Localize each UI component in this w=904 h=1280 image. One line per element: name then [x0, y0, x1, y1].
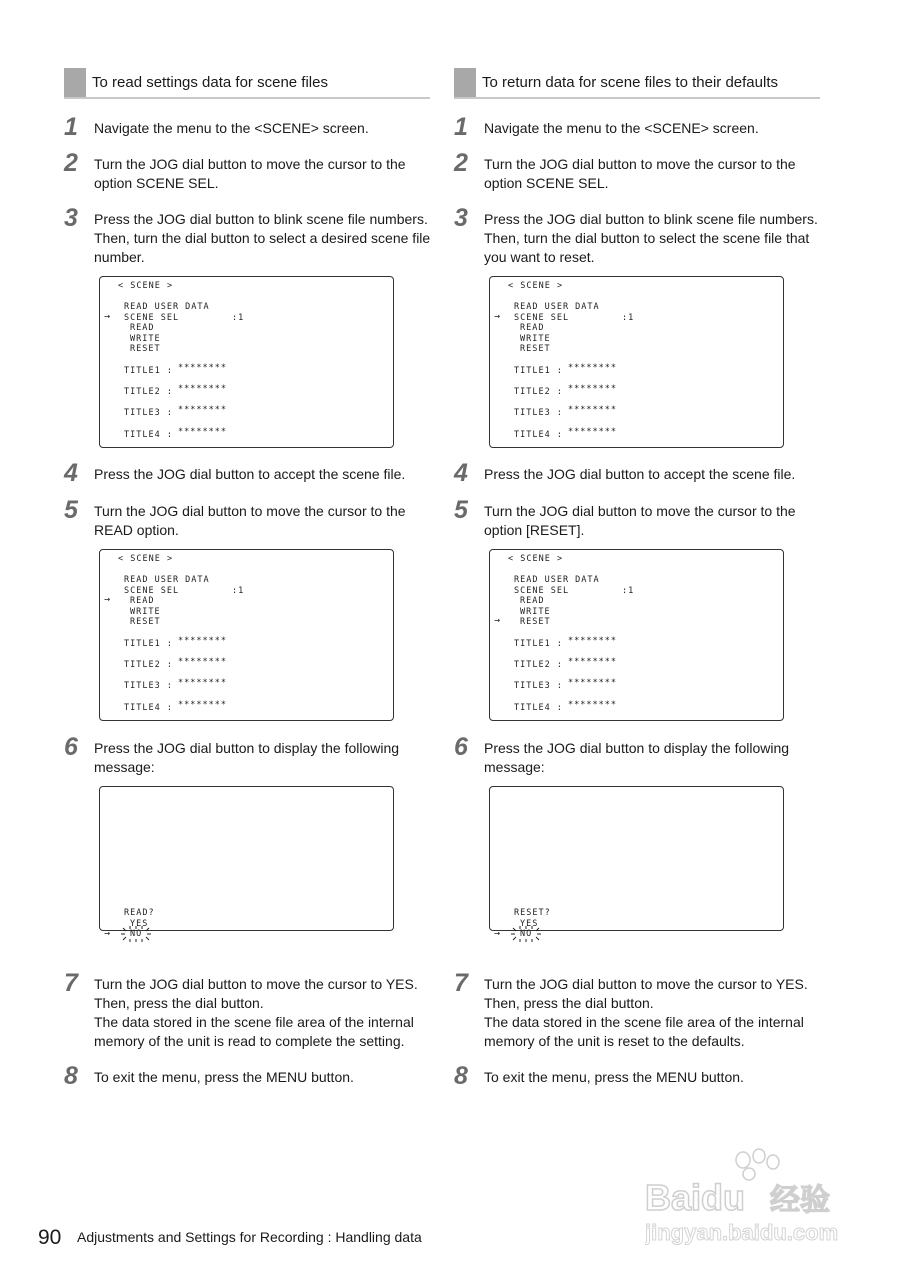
cursor-arrow: →	[104, 928, 111, 939]
screen-title1-value: ********	[178, 636, 227, 646]
message-prompt: RESET?	[514, 908, 551, 918]
step-text: To exit the menu, press the MENU button.	[94, 1069, 354, 1085]
page-number: 90	[38, 1226, 62, 1249]
cursor-arrow: →	[104, 594, 111, 605]
step-number: 8	[454, 1062, 468, 1090]
screen-reset: RESET	[130, 617, 161, 627]
watermark-brand: Baidu	[645, 1177, 746, 1218]
message-yes: YES	[520, 919, 539, 929]
screen-title4: TITLE4 :	[514, 703, 563, 713]
right-column	[454, 68, 820, 1090]
cursor-arrow: →	[494, 615, 501, 626]
screen-read: READ	[130, 323, 155, 333]
baidu-watermark-logo	[645, 1148, 855, 1248]
screen-title4-value: ********	[568, 700, 617, 710]
message-screen-reset	[489, 786, 784, 939]
message-screen-read	[99, 786, 394, 939]
screen-scene-sel: SCENE SEL	[124, 586, 180, 596]
message-yes: YES	[130, 919, 149, 929]
screen-title3: TITLE3 :	[514, 408, 563, 418]
screen-scene-sel: SCENE SEL	[124, 313, 180, 323]
left-column	[64, 68, 431, 1090]
message-no: NO	[130, 929, 143, 939]
step-number: 2	[64, 149, 78, 177]
screen-scene-sel-value: :1	[232, 313, 245, 323]
screen-scene-sel-value: :1	[622, 586, 635, 596]
screen-read-user-data: READ USER DATA	[124, 575, 210, 585]
screen-read: READ	[520, 596, 545, 606]
step-text: Press the JOG dial button to blink scene file numbers. Then, turn the dial button to select a desired scene file number.	[94, 211, 431, 265]
footer-text: Adjustments and Settings for Recording : Handling data	[77, 1229, 422, 1245]
screen-write: WRITE	[130, 607, 161, 617]
heading-title: To read settings data for scene files	[92, 74, 328, 91]
step-number: 6	[64, 733, 78, 761]
screen-read: READ	[130, 596, 155, 606]
screen-write: WRITE	[130, 334, 161, 344]
screen-title1-value: ********	[568, 636, 617, 646]
screen-read-user-data: READ USER DATA	[514, 302, 600, 312]
screen-title3-value: ********	[178, 678, 227, 688]
screen-title3: TITLE3 :	[514, 681, 563, 691]
screen-title4-value: ********	[178, 700, 227, 710]
step-number: 4	[454, 459, 468, 487]
screen-scene-sel-value: :1	[232, 586, 245, 596]
screen-title4-value: ********	[568, 427, 617, 437]
screen-title4: TITLE4 :	[514, 430, 563, 440]
screen-title4: TITLE4 :	[124, 430, 173, 440]
step-text: Navigate the menu to the <SCENE> screen.	[94, 120, 369, 136]
screen-reset: RESET	[130, 344, 161, 354]
screen-title3-value: ********	[178, 405, 227, 415]
screen-title1-value: ********	[178, 363, 227, 373]
screen-scene-sel: SCENE SEL	[514, 586, 570, 596]
screen-title1: TITLE1 :	[124, 639, 173, 649]
screen-read: READ	[520, 323, 545, 333]
step-text: Press the JOG dial button to accept the scene file.	[484, 466, 796, 482]
menu-screen-scene-sel	[99, 276, 394, 448]
watermark-url: jingyan.baidu.com	[645, 1220, 839, 1245]
step-number: 8	[64, 1062, 78, 1090]
screen-title: < SCENE >	[118, 281, 174, 291]
watermark-cn: 经验	[770, 1183, 830, 1218]
step-number: 4	[64, 459, 78, 487]
step-text: Turn the JOG dial button to move the cursor to YES. Then, press the dial button. The data stored in the scene file area of the internal memory of the unit is read to complete the setting.	[94, 976, 418, 1049]
screen-title: < SCENE >	[508, 281, 564, 291]
screen-title: < SCENE >	[508, 554, 564, 564]
screen-title2-value: ********	[178, 657, 227, 667]
heading-bar	[454, 68, 476, 97]
step-text: Press the JOG dial button to accept the scene file.	[94, 466, 406, 482]
step-text: Press the JOG dial button to display the following message:	[94, 740, 400, 775]
screen-title1: TITLE1 :	[514, 366, 563, 376]
screen-reset: RESET	[520, 344, 551, 354]
step-text: Navigate the menu to the <SCENE> screen.	[484, 120, 759, 136]
screen-title1: TITLE1 :	[124, 366, 173, 376]
step-number: 5	[454, 496, 468, 524]
step-number: 5	[64, 496, 78, 524]
screen-title2-value: ********	[568, 384, 617, 394]
step-text: Turn the JOG dial button to move the cursor to the option [RESET].	[484, 503, 796, 538]
screen-title2: TITLE2 :	[514, 660, 563, 670]
heading-title: To return data for scene files to their defaults	[482, 74, 778, 91]
screen-write: WRITE	[520, 607, 551, 617]
screen-title2: TITLE2 :	[124, 660, 173, 670]
step-number: 1	[454, 113, 468, 141]
step-text: Turn the JOG dial button to move the cursor to the option SCENE SEL.	[484, 156, 796, 191]
screen-title1: TITLE1 :	[514, 639, 563, 649]
cursor-arrow: →	[494, 311, 501, 322]
cursor-arrow: →	[104, 311, 111, 322]
screen-reset: RESET	[520, 617, 551, 627]
screen-title: < SCENE >	[118, 554, 174, 564]
step-text: Press the JOG dial button to blink scene file numbers. Then, turn the dial button to select the scene file that you want to reset.	[484, 211, 818, 265]
screen-title3: TITLE3 :	[124, 681, 173, 691]
menu-screen-read	[99, 549, 394, 721]
screen-title2: TITLE2 :	[514, 387, 563, 397]
step-number: 6	[454, 733, 468, 761]
screen-title2: TITLE2 :	[124, 387, 173, 397]
step-number: 2	[454, 149, 468, 177]
screen-title1-value: ********	[568, 363, 617, 373]
step-number: 7	[64, 969, 78, 997]
menu-screen-scene-sel	[489, 276, 784, 448]
step-number: 3	[64, 204, 78, 232]
screen-title3-value: ********	[568, 678, 617, 688]
step-text: Press the JOG dial button to display the following message:	[484, 740, 790, 775]
cursor-arrow: →	[494, 928, 501, 939]
message-prompt: READ?	[124, 908, 155, 918]
screen-title3-value: ********	[568, 405, 617, 415]
screen-title4-value: ********	[178, 427, 227, 437]
screen-scene-sel-value: :1	[622, 313, 635, 323]
message-no: NO	[520, 929, 533, 939]
step-number: 3	[454, 204, 468, 232]
screen-title3: TITLE3 :	[124, 408, 173, 418]
screen-title2-value: ********	[568, 657, 617, 667]
section-heading-read	[64, 68, 430, 99]
screen-read-user-data: READ USER DATA	[514, 575, 600, 585]
heading-bar	[64, 68, 86, 97]
step-number: 7	[454, 969, 468, 997]
screen-read-user-data: READ USER DATA	[124, 302, 210, 312]
screen-title2-value: ********	[178, 384, 227, 394]
menu-screen-reset	[489, 549, 784, 721]
step-text: Turn the JOG dial button to move the cursor to YES. Then, press the dial button. The data stored in the scene file area of the internal memory of the unit is reset to the defaults.	[484, 976, 808, 1049]
section-heading-reset	[454, 68, 820, 99]
step-text: Turn the JOG dial button to move the cursor to the option SCENE SEL.	[94, 156, 406, 191]
screen-write: WRITE	[520, 334, 551, 344]
step-text: To exit the menu, press the MENU button.	[484, 1069, 744, 1085]
step-number: 1	[64, 113, 78, 141]
screen-title4: TITLE4 :	[124, 703, 173, 713]
screen-scene-sel: SCENE SEL	[514, 313, 570, 323]
step-text: Turn the JOG dial button to move the cursor to the READ option.	[94, 503, 406, 538]
